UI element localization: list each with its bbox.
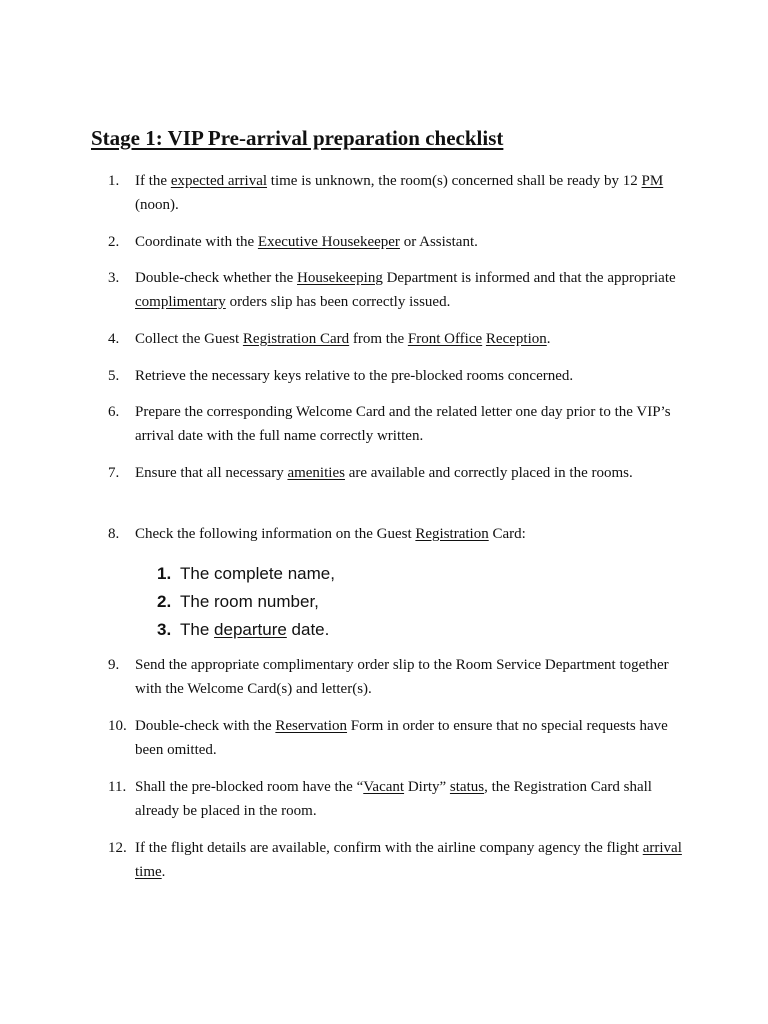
underlined-term: PM — [641, 173, 664, 189]
sub-item-text — [180, 620, 329, 639]
text-segment: Prepare the corresponding Welcome Card and the related letter one day prior to the VIP’s arrival date with the full name correctly written. — [135, 404, 671, 444]
sub-item-text — [180, 564, 335, 583]
text-segment: Shall the pre-blocked room have the “ — [135, 779, 364, 795]
item-number: 8. — [108, 526, 120, 542]
text-segment: The — [180, 620, 215, 639]
item-text — [135, 327, 688, 351]
text-segment: Form in order to ensure that no special requests have been omitted. — [135, 718, 668, 758]
text-segment: Double-check whether the — [135, 270, 298, 286]
underlined-term: Reservation — [275, 718, 348, 734]
underlined-term: expected arrival — [170, 173, 268, 189]
text-segment: Check the following information on the Guest — [135, 526, 416, 542]
item-text — [135, 364, 688, 388]
underlined-term: Registration — [415, 526, 489, 542]
sub-item-text — [180, 592, 319, 611]
item-text — [135, 169, 688, 217]
text-segment: Department is informed and that the appropriate — [382, 270, 676, 286]
item-text — [135, 461, 688, 485]
item-number: 11. — [108, 779, 127, 795]
item-number: 5. — [108, 368, 120, 384]
underlined-term: Executive Housekeeper — [257, 234, 400, 250]
text-segment: Dirty” — [404, 779, 450, 795]
checklist-item — [108, 653, 688, 701]
text-segment: Card: — [488, 526, 526, 542]
sub-list-item — [157, 560, 335, 588]
checklist-item — [108, 522, 688, 546]
text-segment: Coordinate with the — [135, 234, 258, 250]
item-number: 2. — [108, 234, 120, 250]
underlined-term: arrival time — [135, 840, 682, 880]
guest-card-info-list — [157, 560, 335, 644]
item-text — [135, 775, 688, 823]
item-text — [135, 714, 688, 762]
page-title: Stage 1: VIP Pre-arrival preparation checklist — [91, 126, 504, 150]
underlined-term: amenities — [287, 465, 345, 481]
text-segment: The room number, — [180, 592, 319, 611]
item-text — [135, 836, 688, 884]
sub-item-number: 3. — [157, 620, 172, 639]
text-segment: from the — [349, 331, 408, 347]
text-segment: (noon). — [135, 197, 179, 213]
item-number: 6. — [108, 404, 120, 420]
text-segment: time is unknown, the room(s) concerned shall be ready by 12 — [267, 173, 642, 189]
text-segment: Send the appropriate complimentary order slip to the Room Service Department together with the Welcome Card(s) and letter(s). — [135, 657, 669, 697]
sub-item-number: 2. — [157, 592, 172, 611]
item-number: 12. — [108, 840, 127, 856]
checklist-item — [108, 327, 688, 351]
underlined-term: status — [449, 779, 485, 795]
text-segment: Ensure that all necessary — [135, 465, 288, 481]
underlined-term: complimentary — [135, 294, 226, 310]
underlined-term: Front Office — [407, 331, 483, 347]
text-segment: . — [161, 864, 166, 880]
item-number: 10. — [108, 718, 127, 734]
text-segment: . — [546, 331, 551, 347]
text-segment: Collect the Guest — [135, 331, 243, 347]
item-number: 9. — [108, 657, 120, 673]
text-segment: The complete name, — [180, 564, 335, 583]
item-text — [135, 522, 688, 546]
underlined-term: Registration Card — [242, 331, 350, 347]
checklist-item — [108, 836, 688, 884]
underlined-term: departure — [214, 620, 287, 639]
underlined-term: Vacant — [363, 779, 405, 795]
checklist-item — [108, 364, 688, 388]
checklist-item — [108, 461, 688, 485]
underlined-term: Housekeeping — [297, 270, 383, 286]
item-number: 1. — [108, 173, 120, 189]
sub-list-item — [157, 588, 335, 616]
text-segment: If the — [135, 173, 171, 189]
text-segment: date. — [286, 620, 330, 639]
item-text — [135, 400, 688, 448]
item-number: 7. — [108, 465, 120, 481]
text-segment: orders slip has been correctly issued. — [225, 294, 451, 310]
sub-item-number: 1. — [157, 564, 172, 583]
checklist-item — [108, 169, 688, 217]
text-segment: Retrieve the necessary keys relative to the pre-blocked rooms concerned. — [135, 368, 574, 384]
checklist-item — [108, 714, 688, 762]
text-segment: Double-check with the — [135, 718, 276, 734]
checklist-item — [108, 266, 688, 314]
checklist-item — [108, 775, 688, 823]
item-text — [135, 230, 688, 254]
item-number: 4. — [108, 331, 120, 347]
text-segment: or Assistant. — [399, 234, 478, 250]
text-segment: , the Registration Card shall already be placed in the room. — [135, 779, 652, 819]
text-segment: are available and correctly placed in the rooms. — [344, 465, 633, 481]
sub-list-item — [157, 616, 335, 644]
item-number: 3. — [108, 270, 120, 286]
text-segment: If the flight details are available, confirm with the airline company agency the flight — [135, 840, 643, 856]
item-text — [135, 653, 688, 701]
item-text — [135, 266, 688, 314]
checklist-item — [108, 400, 688, 448]
checklist-item — [108, 230, 688, 254]
underlined-term: Reception — [485, 331, 547, 347]
